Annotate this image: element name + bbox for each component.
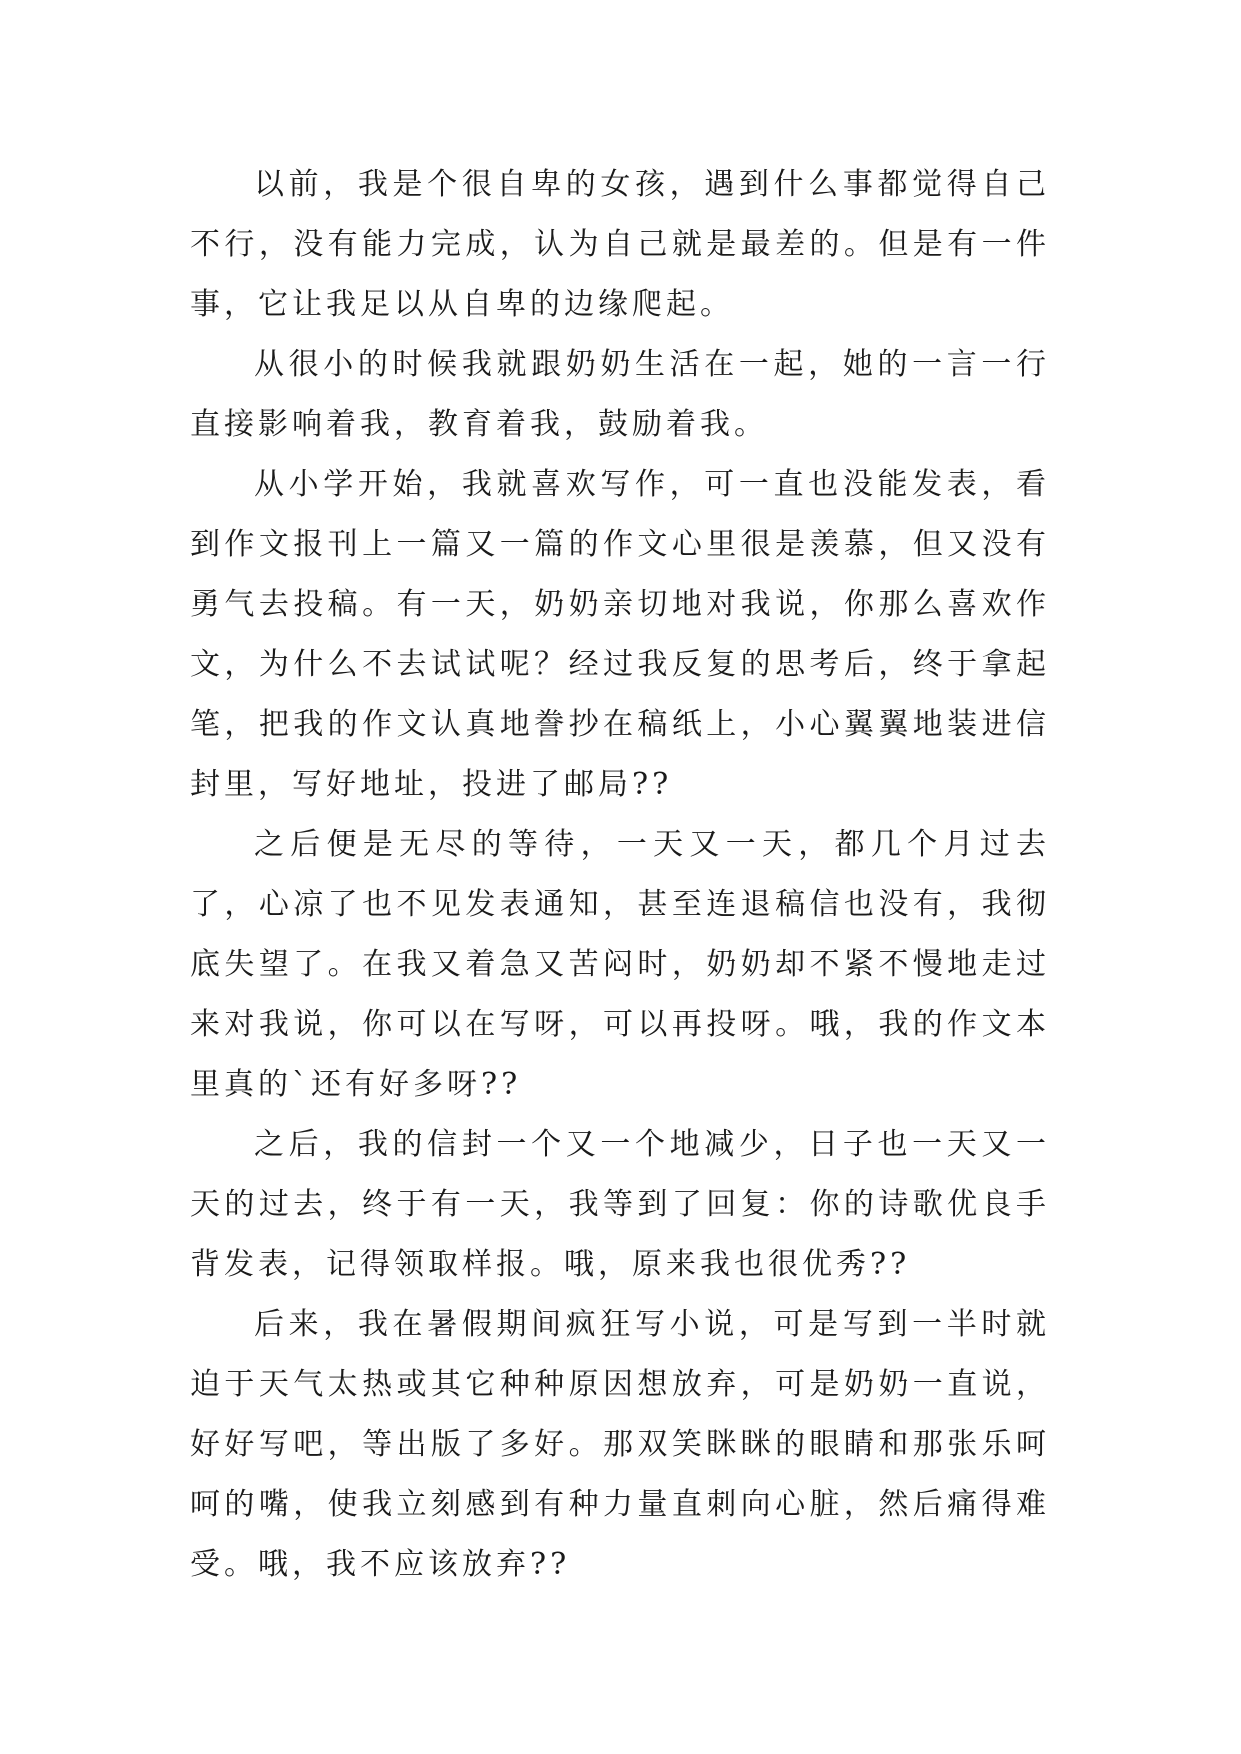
paragraph: 以前，我是个很自卑的女孩，遇到什么事都觉得自己不行，没有能力完成，认为自己就是最差的。但是有一件事，它让我足以从自卑的边缘爬起。 [190, 167, 1050, 322]
document-body [190, 155, 1050, 1595]
paragraph: 后来，我在暑假期间疯狂写小说，可是写到一半时就迫于天气太热或其它种种原因想放弃，可是奶奶一直说，好好写吧，等出版了多好。那双笑眯眯的眼睛和那张乐呵呵的嘴，使我立刻感到有种力量直刺向心脏，然后痛得难受。哦，我不应该放弃?? [190, 1307, 1050, 1582]
paragraph: 从很小的时候我就跟奶奶生活在一起，她的一言一行直接影响着我，教育着我，鼓励着我。 [190, 347, 1050, 442]
paragraph: 之后，我的信封一个又一个地减少，日子也一天又一天的过去，终于有一天，我等到了回复：你的诗歌优良手背发表，记得领取样报。哦，原来我也很优秀?? [190, 1127, 1050, 1282]
paragraph: 之后便是无尽的等待，一天又一天，都几个月过去了，心凉了也不见发表通知，甚至连退稿信也没有，我彻底失望了。在我又着急又苦闷时，奶奶却不紧不慢地走过来对我说，你可以在写呀，可以再投呀。哦，我的作文本里真的`还有好多呀?? [190, 827, 1050, 1102]
paragraph: 从小学开始，我就喜欢写作，可一直也没能发表，看到作文报刊上一篇又一篇的作文心里很是羡慕，但又没有勇气去投稿。有一天，奶奶亲切地对我说，你那么喜欢作文，为什么不去试试呢？经过我反复的思考后，终于拿起笔，把我的作文认真地誊抄在稿纸上，小心翼翼地装进信封里，写好地址，投进了邮局?? [190, 467, 1050, 802]
